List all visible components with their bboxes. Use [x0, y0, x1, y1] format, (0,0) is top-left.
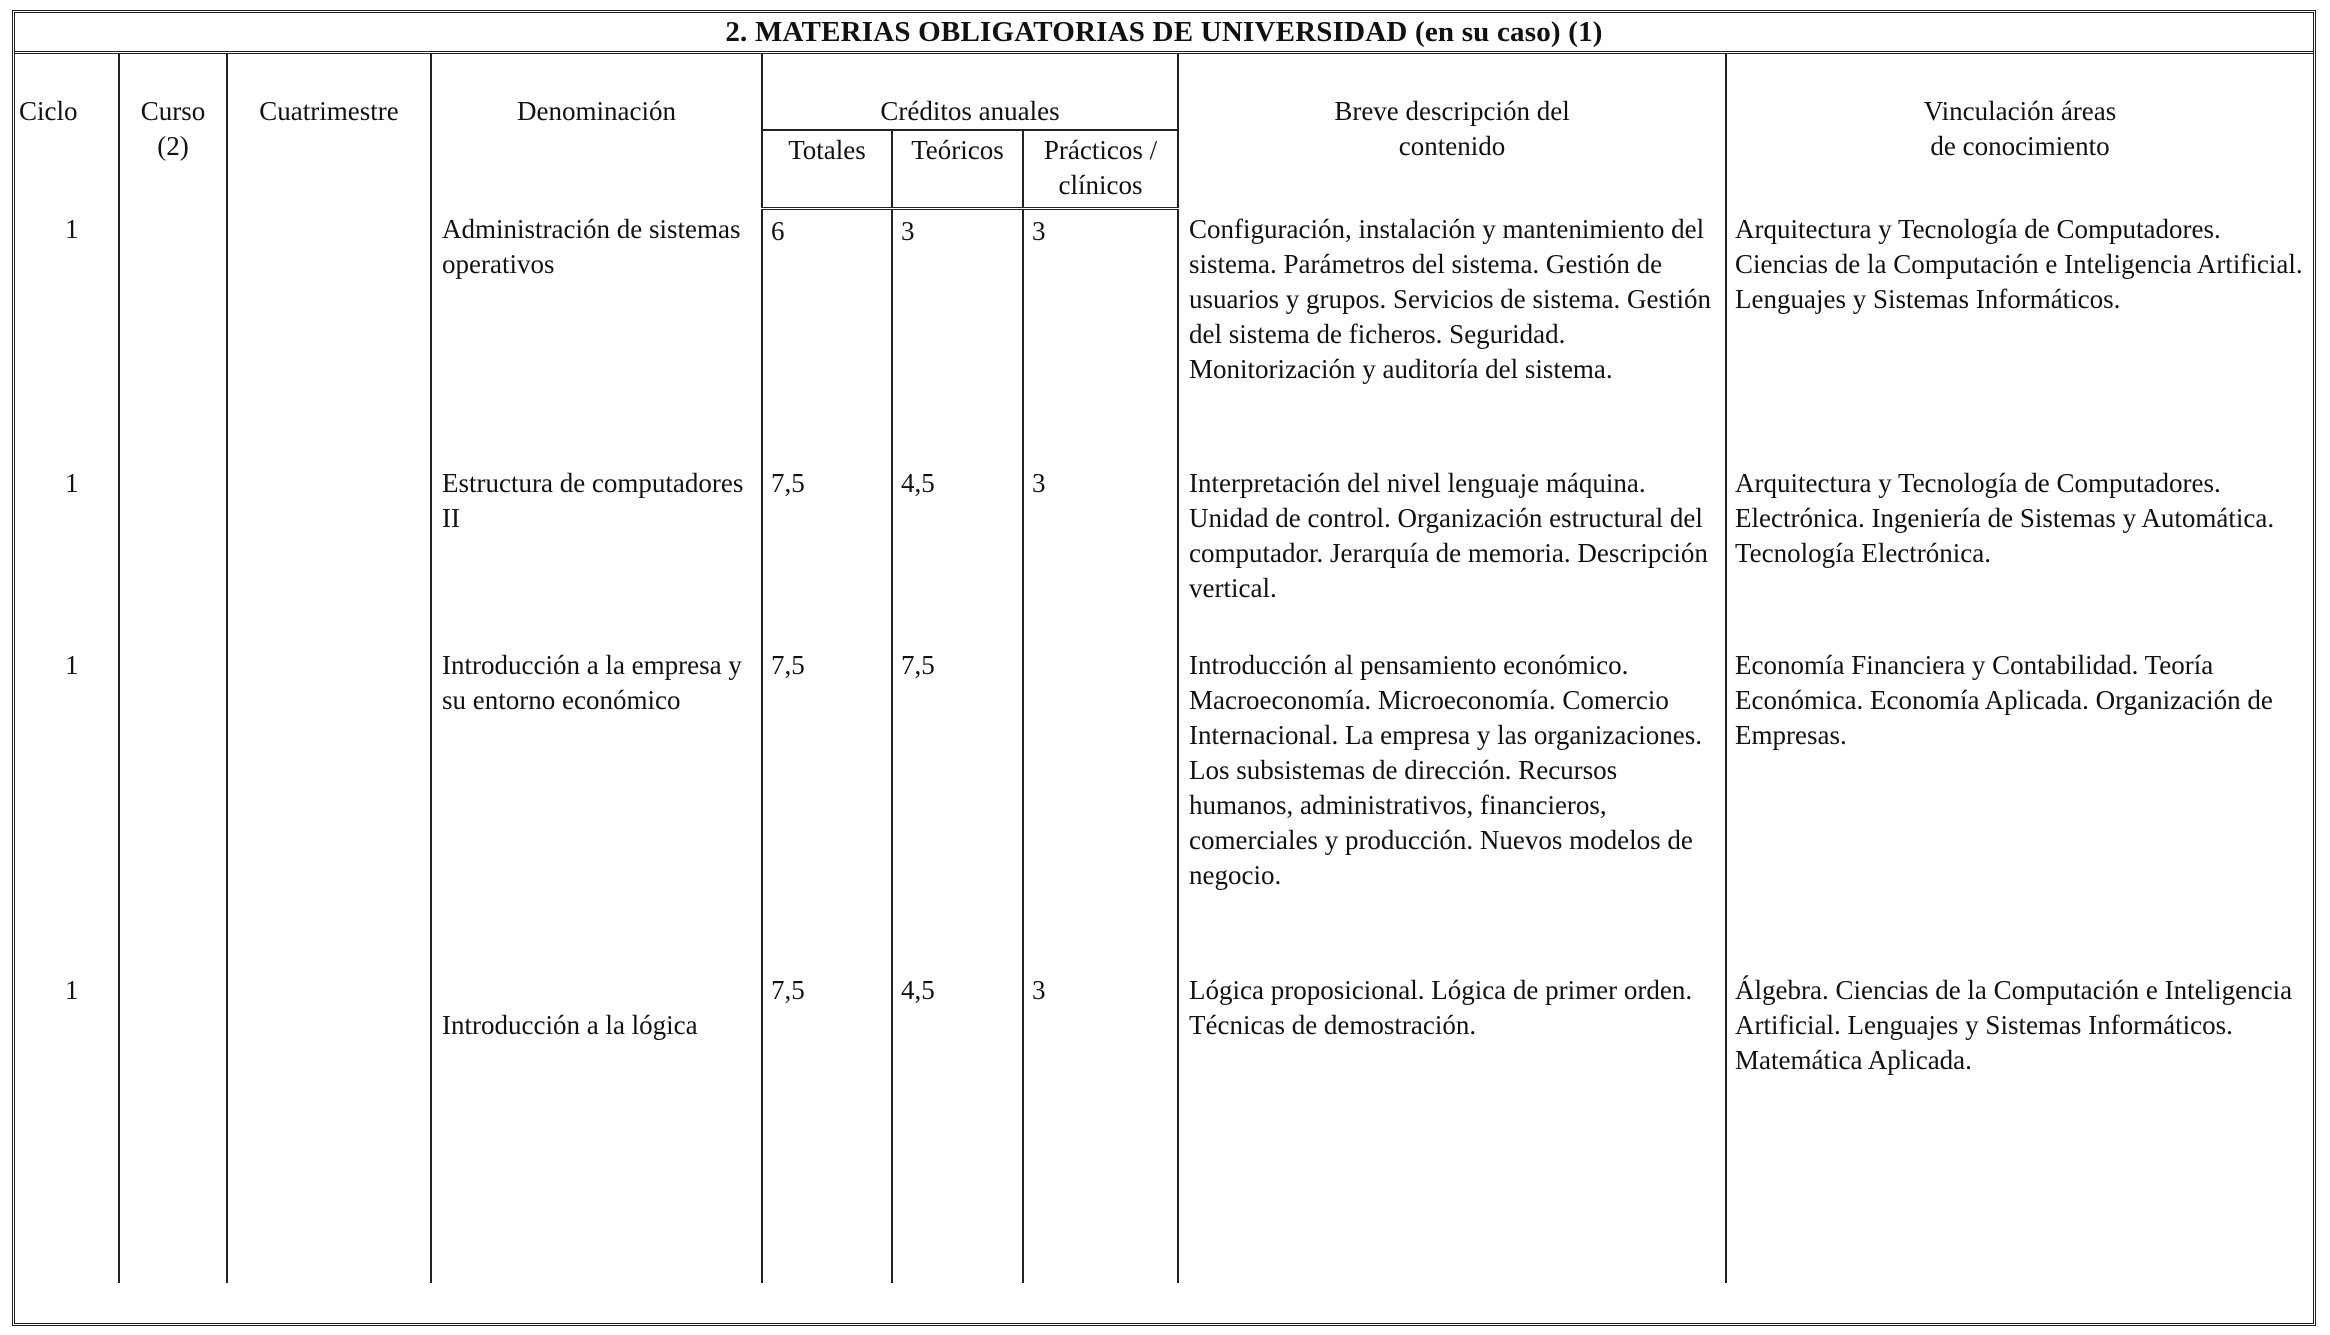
cell-descripcion: Configuración, instalación y mantenimiento del sistema. Parámetros del sistema. Gestión de usuarios y grupos. Servicios de sistema. Gestión del sistema de ficheros. Seguridad. Monitorización y auditoría del sistema.	[1178, 208, 1726, 462]
cell-curso	[119, 208, 227, 462]
header-practicos-line1: Prácticos /	[1043, 135, 1158, 165]
cell-denominacion-text: Introducción a la lógica	[442, 1009, 698, 1040]
header-teoricos-label: Teóricos	[911, 135, 1004, 165]
header-descripcion-line2: contenido	[1398, 131, 1506, 161]
table-title: 2. MATERIAS OBLIGATORIAS DE UNIVERSIDAD (en su caso) (1)	[15, 13, 2313, 54]
header-curso-note: (2)	[157, 131, 189, 161]
cell-teoricos: 3	[892, 208, 1023, 462]
cell-vinculacion: Arquitectura y Tecnología de Computadores. Electrónica. Ingeniería de Sistemas y Automática. Tecnología Electrónica.	[1726, 462, 2313, 644]
cell-descripcion: Introducción al pensamiento económico. Macroeconomía. Microeconomía. Comercio Internacional. La empresa y las organizaciones. Los subsistemas de dirección. Recursos humanos, administrativos, financieros, comerciales y producción. Nuevos modelos de negocio.	[1178, 644, 1726, 969]
header-curso	[119, 54, 227, 208]
header-denominacion	[431, 54, 762, 208]
header-practicos	[1023, 130, 1178, 208]
header-creditos-label: Créditos anuales	[880, 96, 1060, 126]
cell-vinculacion: Álgebra. Ciencias de la Computación e Inteligencia Artificial. Lenguajes y Sistemas Informáticos. Matemática Aplicada.	[1726, 969, 2313, 1283]
header-cuatrimestre	[227, 54, 431, 208]
header-vinculacion	[1726, 54, 2313, 208]
cell-totales: 7,5	[762, 462, 892, 644]
cell-vinculacion: Arquitectura y Tecnología de Computadores. Ciencias de la Computación e Inteligencia Artificial. Lenguajes y Sistemas Informáticos.	[1726, 208, 2313, 462]
table-row	[15, 462, 2313, 644]
header-practicos-line2: clínicos	[1058, 170, 1143, 200]
header-vinculacion-line2: de conocimiento	[1930, 131, 2110, 161]
cell-totales: 7,5	[762, 969, 892, 1283]
header-creditos	[762, 54, 1178, 130]
header-curso-label: Curso	[140, 96, 206, 126]
document-sheet	[12, 10, 2316, 1326]
cell-cuatrimestre	[227, 208, 431, 462]
header-descripcion	[1178, 54, 1726, 208]
header-cuatrimestre-label: Cuatrimestre	[259, 96, 399, 126]
cell-teoricos: 4,5	[892, 462, 1023, 644]
header-denominacion-label: Denominación	[517, 96, 676, 126]
cell-cuatrimestre	[227, 644, 431, 969]
cell-ciclo: 1	[15, 462, 119, 644]
cell-denominacion: Introducción a la empresa y su entorno económico	[431, 644, 762, 969]
cell-practicos	[1023, 644, 1178, 969]
cell-vinculacion: Economía Financiera y Contabilidad. Teoría Económica. Economía Aplicada. Organización de Empresas.	[1726, 644, 2313, 969]
cell-totales: 6	[762, 208, 892, 462]
cell-denominacion: Administración de sistemas operativos	[431, 208, 762, 462]
cell-ciclo: 1	[15, 208, 119, 462]
subjects-table	[15, 54, 2313, 1283]
table-row	[15, 208, 2313, 462]
cell-cuatrimestre	[227, 462, 431, 644]
cell-curso	[119, 644, 227, 969]
cell-practicos: 3	[1023, 969, 1178, 1283]
table-row	[15, 644, 2313, 969]
cell-cuatrimestre	[227, 969, 431, 1283]
cell-teoricos: 4,5	[892, 969, 1023, 1283]
header-ciclo-label: Ciclo	[19, 96, 78, 126]
cell-descripcion: Lógica proposicional. Lógica de primer orden. Técnicas de demostración.	[1178, 969, 1726, 1283]
table-row	[15, 969, 2313, 1283]
header-teoricos	[892, 130, 1023, 208]
cell-practicos: 3	[1023, 208, 1178, 462]
header-vinculacion-line1: Vinculación áreas	[1923, 96, 2117, 126]
header-ciclo	[15, 54, 119, 208]
cell-curso	[119, 462, 227, 644]
header-row	[15, 54, 2313, 130]
header-totales	[762, 130, 892, 208]
cell-denominacion	[431, 969, 762, 1283]
cell-ciclo: 1	[15, 969, 119, 1283]
cell-teoricos: 7,5	[892, 644, 1023, 969]
header-descripcion-line1: Breve descripción del	[1334, 96, 1570, 126]
cell-curso	[119, 969, 227, 1283]
cell-descripcion: Interpretación del nivel lenguaje máquina. Unidad de control. Organización estructural del computador. Jerarquía de memoria. Descripción vertical.	[1178, 462, 1726, 644]
cell-ciclo: 1	[15, 644, 119, 969]
cell-denominacion: Estructura de computadores II	[431, 462, 762, 644]
header-totales-label: Totales	[788, 135, 866, 165]
cell-practicos: 3	[1023, 462, 1178, 644]
cell-totales: 7,5	[762, 644, 892, 969]
